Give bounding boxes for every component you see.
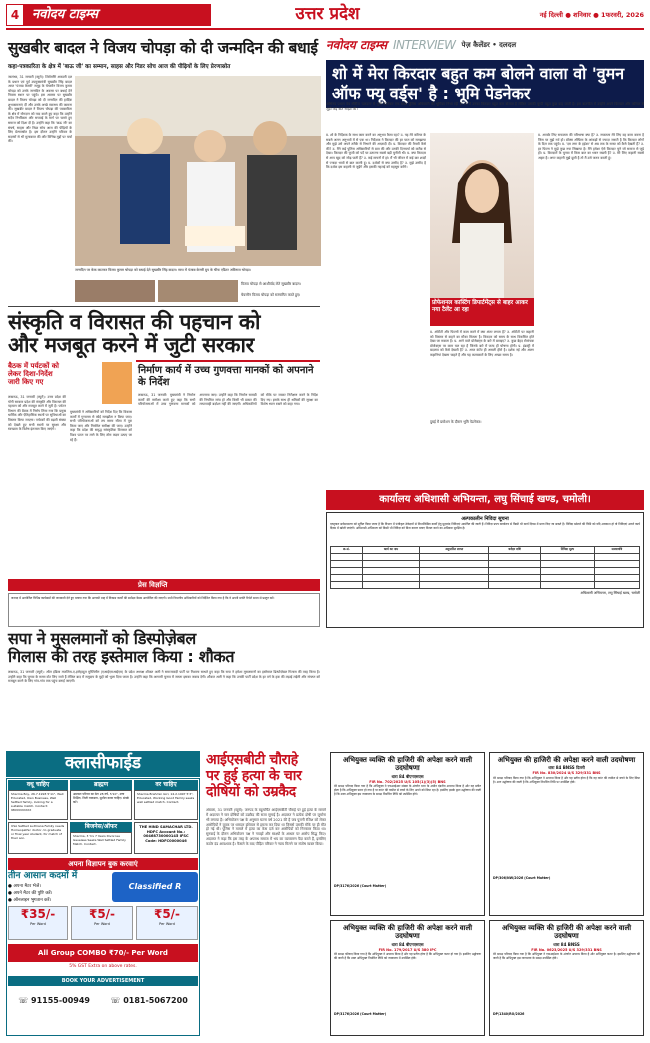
story1-main-photo bbox=[75, 76, 321, 266]
phone-row bbox=[8, 990, 198, 1012]
notice-ref: FIR No. 830/2024 U/S 329/331 BNS bbox=[532, 771, 601, 776]
cls-ad-6: THE HIND SAMACHAR LTD. HDFC Account No.: 00468730000145 IFSC Code: HDFC0000046 bbox=[134, 822, 198, 854]
book-cta[interactable]: BOOK YOUR ADVERTISEMENT bbox=[8, 976, 198, 986]
header-rule bbox=[6, 28, 644, 30]
price-box-3 bbox=[136, 906, 198, 940]
notice-section: धारा 84 बीएनएसएस bbox=[391, 773, 424, 779]
legal-notice-3 bbox=[330, 920, 485, 1036]
notice-title: अभियुक्त व्यक्ति की हाजिरी की अपेक्षा करने वाली उदघोषणा bbox=[342, 756, 473, 773]
interview-intro: अभिनय प्रधान वेब सीरीज 'दलदल' में भूमि पेडनेकर एक सख्त पुलिस अधिकारी की भूमिका निभा रही हैं। शो में उनका किरदार बहुत कम बोलता है लेकिन उसकी चुप्पी बहुत कुछ कह जाती है। इस बातचीत में उन्होंने अपने किरदार और करियर से जुड़ी कई बातें साझा कीं। bbox=[326, 102, 644, 111]
interview-photo-caption: दुबई में प्रमोशन के दौरान भूमि पेडनेकर। bbox=[430, 420, 482, 424]
interview-label: INTERVIEW bbox=[393, 37, 456, 52]
interview-banner bbox=[326, 35, 644, 55]
notice-footer: DP/3176/2026 (Court Matter) bbox=[334, 1012, 387, 1017]
gst-note: 5% GST Extra on above rates. bbox=[69, 964, 137, 969]
story3-headline-line2: गिलास की तरह इस्तेमाल किया : शौकत bbox=[8, 646, 235, 666]
story2-headline-line2: और मजबूत करने में जुटी सरकार bbox=[8, 333, 254, 358]
interview-qa-col2: प्र. ओटीटी और फिल्मों में काम करने में क्या अंतर लगता है? उ. ओटीटी पर कहानी को विस्तार से कहने का मौका मिलता है। किरदार को समय के साथ विकसित होते देखा जा सकता है। प्र. आने वाले प्रोजेक्ट्स के बारे में बताइए? उ. कुछ बेहद रोमांचक प्रोजेक्ट्स पर काम चल रहा है जिनके बारे में जल्द ही घोषणा होगी। प्र. इंडस्ट्री में बदलाव को कैसे देखती हैं? उ. आज कंटेंट ही असली हीरो है। दर्शक नई और अलग कहानियां देखना चाहते हैं और यह कलाकारों के लिए अच्छा समय है। bbox=[430, 330, 534, 357]
office-notice-subtitle: अल्पकालीन निविदा सूचना bbox=[461, 516, 509, 522]
price-box-2 bbox=[71, 906, 133, 940]
story1-photo3 bbox=[158, 280, 238, 302]
booking-steps bbox=[8, 884, 108, 904]
brand-name: नवोदय टाइम्स bbox=[32, 6, 99, 22]
classified-header: क्लासीफाईड bbox=[6, 751, 200, 777]
story2-side-headline: बैठक में पर्यटकों को लेकर दिशा-निर्देश जारी किए गए bbox=[8, 362, 59, 387]
tender-col: धरोहर राशि bbox=[489, 547, 541, 554]
price-value: ₹5/- bbox=[88, 907, 116, 921]
legal-notice-1 bbox=[330, 752, 485, 916]
tender-col: समयावधि bbox=[594, 547, 639, 554]
office-notice-body: एतद्द्वारा सर्वसाधारण को सूचित किया जाता है कि विभाग में पंजीकृत ठेकेदारों से निम्नलिखित कार्यों हेतु मुहरबंद निविदाएं आमंत्रित की जाती हैं। निविदा प्रपत्र कार्यालय से किसी भी कार्य दिवस में प्राप्त किए जा सकते हैं। निविदा खोलने की तिथि को यदि अवकाश हो तो निविदाएं अगले कार्य दिवस में खोली जाएंगी। अधिशासी अभियन्ता को किसी भी निविदा को बिना कारण बताए निरस्त करने का अधिकार सुरक्षित है। bbox=[330, 522, 640, 531]
notice-title: अभियुक्त व्यक्ति की हाजिरी की अपेक्षा करने वाली उदघोषणा bbox=[501, 924, 632, 941]
booking-step: ● अपना मैटर भेजें। bbox=[8, 884, 41, 889]
cls-ad-5: USA Settled Ludhiana Family needs Homeopathic doctor, to graduate or final year student, for match of their son. bbox=[8, 822, 68, 854]
cls-ad-1: Sharma Boy, 26.7.1993 5'11", Well Educated, Own Business, Well Settled family, looking for a suitable match. Contact: 98XXXXXXXX bbox=[8, 790, 68, 820]
notice-body: मेरे समक्ष परिवाद किया गया है कि अभियुक्त ने अपराध किया है और यह प्रतीत होता है कि वह वारंट की तामील से बचने के लिए छिपा है। अतः उद्घोषणा की जाती है कि अभियुक्त निर्धारित तिथि पर उपस्थित होवे। bbox=[493, 775, 640, 784]
story2-headline bbox=[8, 311, 320, 357]
press-note-content: जनपद में आयोजित विभिन्न कार्यक्रमों की जानकारी देते हुए बताया गया कि आगामी माह में विकास कार्यों की समीक्षा बैठक आयोजित की जाएगी। सभी विभागीय अधिकारियों को निर्देशित किया गया है कि वे अपनी प्रगति रिपोर्ट समय से प्रस्तुत करें। bbox=[8, 593, 320, 627]
story4-headline-line2: पर हुई हत्या के चार bbox=[206, 768, 302, 785]
interview-quote: प्रोफेशनल कास्टिंग डिपार्टमेंट्स से बाहर आकर नया टैलेंट आ रहा bbox=[430, 298, 534, 326]
masthead-left bbox=[6, 4, 211, 26]
story1-caption2: विजय चोपड़ा से आशीर्वाद लेते सुखबीर बादल। bbox=[241, 282, 301, 286]
notice-section: धारा 84 बीएनएसएस bbox=[391, 941, 424, 947]
cls-ad-4: Sharma, 3 Yrs 7 Years Divorcee Issueless Seeks Well Settled Family Match. Contact. bbox=[70, 832, 132, 854]
story2-body-col1: लखनऊ, 31 जनवरी (ब्यूरो): उत्तर प्रदेश की योगी सरकार प्रदेश की संस्कृति और विरासत की पहचान को और मजबूत करने में जुटी है। पर्यटन विभाग की बैठक में निर्णय लिया गया कि प्रमुख धार्मिक और ऐतिहासिक स्थलों पर सुविधाओं का विस्तार किया जाएगा। पर्यटकों की बढ़ती संख्या को देखते हुए सभी स्थलों पर सुरक्षा और स्वच्छता के विशेष इंतजाम किए जाएंगे। bbox=[8, 395, 66, 432]
notice-body: मेरे समक्ष परिवाद किया गया है कि अभियुक्त ने एफआईआर के अंतर्गत अपराध किया है और अभियुक्त फरार है। इसलिए उद्घोषणा की जाती है कि अभियुक्त इस न्यायालय के समक्ष उपस्थित होवे। bbox=[493, 952, 640, 961]
story1-photo2 bbox=[75, 280, 155, 302]
interview-headline: शो में मेरा किरदार बहुत कम बोलने वाला वो 'वुमन ऑफ फ्यू वर्ड्स' है : भूमि पेडनेकर bbox=[326, 60, 644, 108]
tender-row bbox=[331, 582, 640, 589]
interview-qa-col3: प्र. आपके लिए सफलता की परिभाषा क्या है? उ. सफलता मेरे लिए वह काम करना है जिस पर मुझे गर्व हो। बॉक्स ऑफिस के आंकड़ों से ज्यादा जरूरी है कि किरदार लोगों के दिल तक पहुंचे। प्र. 'दम लगा के हईशा' से अब तक के सफर को कैसे देखती हैं? उ. हर फिल्म ने मुझे कुछ नया सिखाया है। मैंने हमेशा ऐसे किरदार चुने जो समाज से जुड़े हों। प्र. किरदारों के चुनाव में किस बात का ध्यान रखती हैं? उ. मेरे लिए कहानी सबसे अहम है। अगर कहानी मुझे छूती है तो मैं उसे जरूर करती हूं। bbox=[538, 133, 644, 160]
price-label: Per Word bbox=[94, 922, 110, 926]
booking-title: अपना विज्ञापन बुक करवाएं bbox=[8, 858, 198, 870]
cls-sec-business: बिजनेस/ऑफर bbox=[70, 822, 132, 832]
tender-row bbox=[331, 575, 640, 582]
page-number: 4 bbox=[6, 4, 24, 26]
tender-row bbox=[331, 554, 640, 561]
office-notice-title: कार्यालय अधिशासी अभियन्ता, लघु सिंचाई खण्ड, चमोली। bbox=[326, 490, 644, 510]
notice-body: मेरे समक्ष परिवाद किया गया है कि अभियुक्त ने अपराध किया है और यह प्रतीत होता है कि अभियुक्त फरार हो गया है। इसलिए उद्घोषणा की जाती है कि उक्त अभियुक्त निर्धारित तिथि को न्यायालय में उपस्थित होवे। bbox=[334, 952, 481, 961]
notice-section: धारा 84 BNSS दिल्ली bbox=[548, 765, 585, 771]
tender-col: कार्य का नाम bbox=[362, 547, 419, 554]
cls-sec-brahmin: ब्राह्मण bbox=[70, 780, 132, 790]
story2-body-col2: मुख्यमंत्री ने अधिकारियों को निर्देश दिए कि विकास कार्यों में गुणवत्ता से कोई समझौता न किया जाए। सभी परियोजनाओं को तय समय सीमा में पूरा किया जाए और नियमित समीक्षा की जाए। उन्होंने कहा कि प्रदेश की समृद्ध सांस्कृतिक विरासत को विश्व पटल पर लाने के लिए ठोस कदम उठाए जा रहे हैं। bbox=[70, 410, 132, 442]
interview-sponsor: पेज़ कैलेंडर • दलदल bbox=[461, 40, 517, 49]
section-title: उत्तर प्रदेश bbox=[295, 4, 360, 25]
interview-qa-col1: प्र. शो के निर्देशक के साथ काम करने का अनुभव कैसा रहा? उ. यह मेरे करियर के सबसे अलग अनुभवों में से एक था। निर्देशक ने किरदार की हर परत को समझाया और मुझे उसे अपने तरीके से निभाने की आज़ादी दी। प्र. किरदार की तैयारी कैसे की? उ. मैंने कई पुलिस अधिकारियों से बात की और उनकी दिनचर्या को करीब से देखा। किरदार की चुप्पी को पर्दे पर उतारना सबसे बड़ी चुनौती थी। प्र. क्या किरदार से आप खुद को जोड़ पाती हैं? उ. कई मायनों में हां। मैं भी जीवन में कई बार शब्दों से ज्यादा भावों से बात करती हूं। प्र. दर्शकों से क्या उम्मीद है? उ. मुझे उम्मीद है कि दर्शक इस कहानी से जुड़ेंगे और इसकी गहराई को महसूस करेंगे। bbox=[326, 133, 426, 170]
tender-row bbox=[331, 568, 640, 575]
cls-sec-bride: वधू चाहिए bbox=[8, 780, 68, 790]
phone-1[interactable]: ☏ 91155-00949 bbox=[18, 996, 90, 1005]
cls-sec-groom: वर चाहिए bbox=[134, 780, 198, 790]
interview-brand: नवोदय टाइम्स bbox=[326, 37, 388, 52]
story4-body: अंबाला, 31 जनवरी (ब्यूरो): जनपद के बहुचर्चित आईएसबीटी चौराहे पर हुई हत्या के मामले में अदालत ने चार दोषियों को उम्रकैद की सजा सुनाई है। अदालत ने प्रत्येक दोषी पर जुर्माना भी लगाया है। अभियोजन पक्ष के अनुसार घटना वर्ष 2021 की है जब पुरानी रंजिश को लेकर आरोपियों ने युवक पर धारदार हथियार से हमला कर दिया था जिससे उसकी मौके पर ही मौत हो गई थी। पुलिस ने मामले में हत्या का केस दर्ज कर आरोपियों को गिरफ्तार किया था। सुनवाई के दौरान अभियोजन पक्ष ने गवाहों और साक्ष्यों के आधार पर आरोप सिद्ध किए। अदालत ने कहा कि इस तरह के अपराध समाज में भय का वातावरण पैदा करते हैं, इसलिए कठोर दंड आवश्यक है। फैसले के बाद पीड़ित परिवार ने न्याय मिलने पर संतोष व्यक्त किया। bbox=[206, 808, 326, 846]
story2-box-body: लखनऊ, 31 जनवरी: मुख्यमंत्री ने निर्माण कार्यों की समीक्षा करते हुए कहा कि सभी परियोजनाओं में उच्च गुणवत्ता मानकों को अपनाया जाए। उन्होंने कहा कि निर्माण सामग्री की नियमित जांच हो और किसी भी प्रकार की लापरवाही बर्दाश्त नहीं की जाएगी। अधिकारियों को मौके पर जाकर निरीक्षण करने के निर्देश दिए गए। इसके साथ ही श्रमिकों की सुरक्षा का विशेष ध्यान रखने को कहा गया। bbox=[138, 393, 318, 407]
notice-ref: FIR No. 702/2025 U/S 105(1)(3)(5) BNS bbox=[369, 779, 446, 784]
notice-footer: DP/1340/RO/2026 bbox=[493, 1012, 525, 1017]
price-label: Per Word bbox=[159, 922, 175, 926]
photo-illustration bbox=[75, 76, 321, 266]
tender-header-row bbox=[331, 547, 640, 554]
story1-caption1: जन्मदिन पर केक काटकर विजय कुमार चोपड़ा को बधाई देते सुखबीर सिंह बादल। साथ में पंजाब केसरी ग्रुप के चीफ एडिटर अविनाश चोपड़ा। bbox=[75, 268, 251, 272]
notice-body: मेरे समक्ष परिवाद किया गया है कि अभियुक्त ने एफआईआर संख्या के अंतर्गत धारा के अधीन दंडनीय अपराध किया है और यह प्रतीत होता है कि अभियुक्त फरार हो गया है या वारंट की तामील से बचने के लिए अपने को छिपा रहा है। इसलिए इसके द्वारा उद्घोषणा की जाती है कि उक्त अभियुक्त इस न्यायालय के समक्ष निर्धारित तिथि को उपस्थित होवे। bbox=[334, 784, 481, 797]
notice-footer: DP/3176/2026 (Court Matter) bbox=[334, 884, 387, 889]
tender-row bbox=[331, 561, 640, 568]
interview-photo bbox=[430, 133, 534, 298]
notice-title: अभियुक्त की हाजिरी की अपेक्षा करने वाली उदघोषणा bbox=[497, 756, 636, 764]
booking-step: ● अपने मैटर की पुष्टि करें। bbox=[8, 890, 53, 896]
cls-ad-3: Sharma Brahmin Girl, 14.2.1997 5'3", Educated, Working Good Family seeks well settled match. Contact. bbox=[134, 790, 198, 820]
story2-box bbox=[136, 360, 320, 575]
combo-offer: All Group COMBO ₹70/- Per Word bbox=[8, 944, 198, 962]
tender-col: निविदा मूल्य bbox=[540, 547, 594, 554]
story3-headline bbox=[8, 630, 320, 665]
booking-step: ● ऑनलाइन भुगतान करें। bbox=[8, 897, 52, 903]
phone-2[interactable]: ☏ 0181-5067200 bbox=[110, 996, 188, 1005]
story1-subhead: कहा-पत्रकारिता के क्षेत्र में 'बाऊ जी' का सम्मान, साहस और निडर सोच आज की पीढ़ियों के लिए प्रेरणास्रोत bbox=[8, 64, 231, 70]
notice-footer: DP/306/NW/2026 (Court Matter) bbox=[493, 875, 551, 880]
notice-section: धारा 84 BNSS bbox=[553, 941, 580, 947]
actress-illustration bbox=[430, 133, 534, 298]
story3-body: लखनऊ, 31 जनवरी (ब्यूरो): ऑल इंडिया मजलिस-ए-इत्तेहादुल मुस्लिमीन (एआईएमआईएम) के प्रदेश अध्यक्ष शौकत अली ने समाजवादी पार्टी पर निशाना साधते हुए कहा कि सपा ने हमेशा मुसलमानों का इस्तेमाल डिस्पोज़ेबल गिलास की तरह किया है। उन्होंने कहा कि चुनाव के समय वोट लिए जाते हैं लेकिन बाद में समुदाय के मुद्दों को भुला दिया जाता है। उन्होंने कहा कि आगामी चुनाव में जनता इसका जवाब देगी। शौकत अली ने कहा कि उनकी पार्टी प्रदेश के हर वर्ग के हक की लड़ाई लड़ेगी और संगठन को मजबूत करने के लिए गांव-गांव तक पहुंच बनाई जाएगी। bbox=[8, 670, 320, 684]
story3-headline-line1: सपा ने मुसलमानों को डिस्पोज़ेबल bbox=[8, 629, 196, 648]
classified-r-button[interactable]: Classified R bbox=[112, 872, 198, 902]
tender-table bbox=[330, 546, 640, 589]
notice-ref: FIR No. 179/2017 U/S 380 IPC bbox=[378, 947, 437, 952]
story2-box-headline: निर्माण कार्य में उच्च गुणवत्ता मानकों को अपनाने के निर्देश bbox=[138, 365, 314, 388]
divider-story1 bbox=[8, 306, 320, 307]
booking-sub: तीन आसान कदमों में bbox=[8, 871, 78, 881]
price-value: ₹5/- bbox=[153, 907, 181, 921]
story2-body-col1b bbox=[70, 362, 100, 407]
price-value: ₹35/- bbox=[20, 907, 56, 921]
story1-body: जालंधर, 31 जनवरी (ब्यूरो): शिरोमणि अकाली दल के प्रधान एवं पूर्व उपमुख्यमंत्री सुखबीर सिंह बादल आज 'पंजाब केसरी' समूह के चेयरमैन विजय कुमार चोपड़ा को उनके जन्मदिन के अवसर पर बधाई देने निवास स्थान पर पहुंचे। इस अवसर पर सुखबीर बादल ने विजय चोपड़ा को दी जन्मदिन की हार्दिक शुभकामनाएं दीं और उनके अच्छे स्वास्थ्य की कामना की। सुखबीर बादल ने विजय चोपड़ा की पत्रकारिता के क्षेत्र में योगदान को याद करते हुए कहा कि उन्होंने सदैव निर्भीकता और सच्चाई के मार्ग पर चलते हुए समाज को दिशा दी है। उन्होंने कहा कि 'बाऊ जी' का संघर्ष, साहस और निडर सोच आज की पीढ़ियों के लिए प्रेरणास्रोत है। इस दौरान उन्होंने परिवार के सदस्यों से भी मुलाकात की और विभिन्न मुद्दों पर चर्चा की। bbox=[8, 75, 72, 144]
story2-cm-photo bbox=[102, 362, 132, 404]
dateline: नई दिल्ली ● शनिवार ● 1फरवरी, 2026 bbox=[539, 10, 644, 19]
notice-title: अभियुक्त व्यक्ति की हाजिरी की अपेक्षा करने वाली उदघोषणा bbox=[342, 924, 473, 941]
press-note-title: प्रेस विज्ञप्ति bbox=[8, 579, 320, 591]
legal-notice-4 bbox=[489, 920, 644, 1036]
story4-headline-line3: दोषियों को उम्रकैद bbox=[206, 784, 296, 801]
tender-col: अनुमानित लागत bbox=[420, 547, 489, 554]
story4-headline bbox=[206, 752, 326, 800]
price-label: Per Word bbox=[30, 922, 46, 926]
legal-notice-2 bbox=[489, 752, 644, 916]
story1-caption3: चेयरमैन विजय चोपड़ा को सम्मानित करते हुए। bbox=[241, 293, 301, 297]
story4-headline-line1: आईएसबीटी चौराहे bbox=[206, 752, 298, 768]
price-box-1 bbox=[8, 906, 68, 940]
tender-col: क्र.सं. bbox=[331, 547, 363, 554]
story2-headline-line1: संस्कृति व विरासत की पहचान को bbox=[8, 310, 261, 334]
office-notice-box bbox=[326, 512, 644, 628]
office-notice-signature: अधिशासी अभियन्ता, लघु सिंचाई खण्ड, चमोली bbox=[580, 591, 640, 595]
cls-ad-2: अग्रवाल परिवार का बेटा 28 वर्ष, 5'10", उच्च शिक्षित, निजी व्यवसाय, सुशील कन्या चाहिए। संपर्क करें। bbox=[70, 790, 132, 820]
story1-headline: सुखबीर बादल ने विजय चोपड़ा को दी जन्मदिन की बधाई bbox=[8, 39, 318, 57]
notice-ref: FIR No. 0623/2025 U/S 329/331 BNS bbox=[531, 947, 602, 952]
